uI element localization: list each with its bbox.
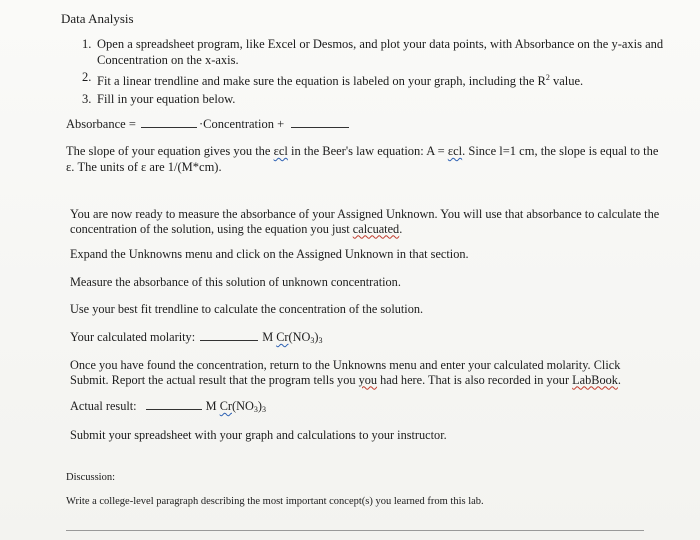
subscript: 3 <box>318 336 323 345</box>
slope-blank[interactable] <box>141 117 197 128</box>
slope-text: . Since l=1 cm, the slope is equal to the ε. The units of ε are 1/(M*cm). <box>66 144 659 174</box>
step-text: Fill in your equation below. <box>97 91 236 106</box>
intro-text: You are now ready to measure the absorbance of your Assigned Unknown. You will use that absorbance to calculate the concentration of the solution, using the equation you just <box>70 207 660 236</box>
slope-term: εcl <box>447 144 463 158</box>
actual-result-line <box>70 399 660 418</box>
unit-label: M <box>262 330 277 344</box>
step-text <box>97 70 682 90</box>
actual-label: Actual result: <box>70 399 137 413</box>
formula-part: ) <box>314 330 319 344</box>
subscript: 3 <box>261 405 266 414</box>
step-text-part: Fit a linear trendline and make sure the equation is labeled on your graph, including the R <box>97 74 546 88</box>
list-item <box>82 92 682 108</box>
found-text: had here. That is also recorded in your <box>377 372 573 387</box>
superscript: 2 <box>545 73 550 82</box>
formula-part: (NO <box>288 330 311 344</box>
unit-label: M <box>205 399 220 413</box>
found-text: . <box>617 372 621 387</box>
formula-part: ) <box>257 399 262 413</box>
instruction-list <box>82 37 682 109</box>
subscript: 3 <box>253 405 258 414</box>
formula-cr: Cr <box>276 330 289 344</box>
slope-text: The slope of your equation gives you the <box>66 144 274 158</box>
step-text: Open a spreadsheet program, like Excel or Desmos, and plot your data points, with Absorbance on the y-axis and Concentration on the x-axis. <box>97 37 664 67</box>
discussion-prompt: Write a college-level paragraph describing the most important concept(s) you learned from this lab. <box>66 496 484 507</box>
slope-term: εcl <box>273 144 288 158</box>
flagged-word: you <box>358 372 378 387</box>
section-title: Data Analysis <box>61 11 134 26</box>
slope-text: in the Beer's law equation: A = <box>287 144 448 158</box>
formula-part: (NO <box>231 399 254 413</box>
trendline-instruction: Use your best fit trendline to calculate the concentration of the solution. <box>70 302 424 316</box>
molarity-line <box>70 330 660 349</box>
concentration-label: ·Concentration + <box>199 117 285 131</box>
step-number: 2. <box>82 70 92 84</box>
found-paragraph <box>70 358 660 387</box>
intercept-blank[interactable] <box>291 117 349 128</box>
list-item <box>82 37 682 68</box>
step-number: 3. <box>82 91 92 106</box>
discussion-heading: Discussion: <box>66 472 116 483</box>
slope-paragraph <box>66 144 666 175</box>
subscript: 3 <box>310 336 315 345</box>
equation-line <box>66 117 349 132</box>
found-text: Once you have found the concentration, return to the Unknowns menu and enter your calculated molarity. Click Submit. Report the actual result that the program tells you <box>70 358 621 387</box>
absorbance-label: Absorbance = <box>66 117 136 131</box>
molarity-label: Your calculated molarity: <box>70 330 196 344</box>
flagged-word: LabBook <box>572 372 618 387</box>
measure-instruction: Measure the absorbance of this solution of unknown concentration. <box>70 275 401 289</box>
misspelled-word: calcuated <box>352 221 400 236</box>
intro-text: . <box>399 221 403 236</box>
actual-blank[interactable] <box>146 399 202 410</box>
molarity-blank[interactable] <box>200 330 258 341</box>
formula-cr: Cr <box>219 399 232 413</box>
unknown-intro <box>70 207 660 236</box>
expand-instruction: Expand the Unknowns menu and click on the Assigned Unknown in that section. <box>70 247 469 261</box>
step-number: 1. <box>82 37 92 51</box>
step-text-part: value. <box>549 74 584 88</box>
submit-instruction: Submit your spreadsheet with your graph and calculations to your instructor. <box>70 428 447 442</box>
list-item <box>82 70 682 90</box>
answer-line[interactable] <box>66 530 644 531</box>
